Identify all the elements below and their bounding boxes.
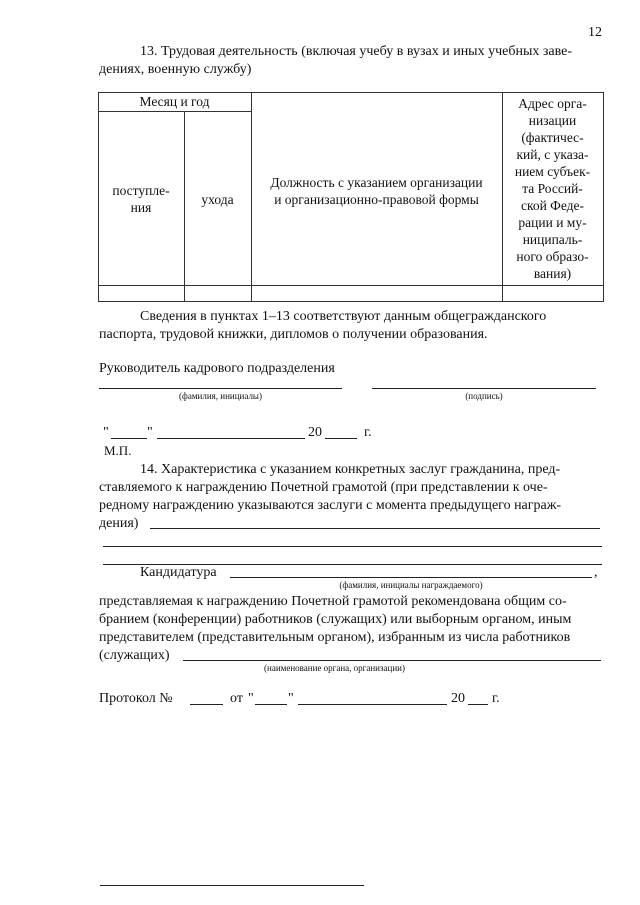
protocol-day-line <box>255 704 287 705</box>
protocol-year-prefix: 20 <box>451 691 465 706</box>
date-year-line <box>325 438 357 439</box>
header-address-line11: вания) <box>533 266 572 281</box>
header-address-line10: ного образо- <box>516 249 589 264</box>
date-day-line <box>111 438 147 439</box>
employment-table <box>98 92 604 302</box>
header-address <box>502 95 603 282</box>
candidacy-name-line <box>230 577 592 578</box>
section13-heading-line1: 13. Трудовая деятельность (включая учебу в вузах и иных учебных заве- <box>140 44 573 59</box>
header-address-line7: ской Феде- <box>520 198 585 213</box>
candidacy-line1: представляемая к награждению Почетной грамотой рекомендована общим со- <box>99 594 567 609</box>
candidacy-line2: бранием (конференции) работников (служащих) или выборным органом, иным <box>99 612 572 627</box>
header-address-line1: Адрес орга- <box>518 96 587 111</box>
stamp-label: М.П. <box>104 443 132 458</box>
protocol-open-quote: " <box>248 691 254 706</box>
protocol-number-line <box>190 704 223 705</box>
header-address-line9: ниципаль- <box>522 232 583 247</box>
header-address-line3: (фактичес- <box>521 130 584 145</box>
candidacy-label: Кандидатура <box>140 565 217 580</box>
date-close-quote: " <box>147 425 153 440</box>
header-address-line4: кий, с указа- <box>516 147 589 162</box>
candidacy-org-line <box>183 660 601 661</box>
hr-head-signature-line <box>372 388 596 389</box>
candidacy-org-caption: (наименование органа, организации) <box>264 663 405 673</box>
date-year-prefix: 20 <box>308 425 322 440</box>
protocol-label: Протокол № <box>99 691 173 706</box>
section14-fill-line1 <box>150 528 600 529</box>
protocol-year-suffix: г. <box>492 691 500 706</box>
header-address-line8: рации и му- <box>518 215 587 230</box>
section14-line2: ставляемого к награждению Почетной грамотой (при представлении к оче- <box>99 480 548 495</box>
header-leaving: ухода <box>201 192 234 207</box>
header-position-line2: и организационно-правовой формы <box>274 192 479 207</box>
hr-head-signature-caption: (подпись) <box>465 391 503 401</box>
protocol-month-line <box>298 704 447 705</box>
protocol-close-quote: " <box>288 691 294 706</box>
table-border-bottom <box>98 301 604 302</box>
table-subheader-line <box>98 111 251 112</box>
section13-heading-line2: дениях, военную службу) <box>99 62 252 77</box>
section14-line3: редному награждению указываются заслуги с момента предыдущего награж- <box>99 498 562 513</box>
hr-head-name-caption: (фамилия, инициалы) <box>179 391 262 401</box>
statement-line1: Сведения в пунктах 1–13 соответствуют данным общегражданского <box>140 309 547 324</box>
footer-rule <box>100 885 364 886</box>
section14-line1: 14. Характеристика с указанием конкретных заслуг гражданина, пред- <box>140 462 561 477</box>
header-month-year: Месяц и год <box>139 94 210 109</box>
statement-line2: паспорта, трудовой книжки, дипломов о получении образования. <box>99 327 488 342</box>
date-month-line <box>157 438 305 439</box>
header-address-line5: нием субъек- <box>514 164 591 179</box>
table-header-bottom-line <box>98 285 604 286</box>
protocol-from: от <box>230 691 243 706</box>
section14-line4: дения) <box>99 516 139 531</box>
header-admission <box>98 182 184 216</box>
date-year-suffix: г. <box>364 425 372 440</box>
candidacy-name-caption: (фамилия, инициалы награждаемого) <box>339 580 483 590</box>
protocol-year-line <box>468 704 488 705</box>
candidacy-line3: представителем (представительным органом), избранным из числа работников <box>99 630 571 645</box>
header-address-line2: низации <box>528 113 577 128</box>
candidacy-comma: , <box>594 565 598 580</box>
candidacy-line4: (служащих) <box>99 648 170 663</box>
hr-head-label: Руководитель кадрового подразделения <box>99 361 335 376</box>
table-border-right <box>603 92 604 302</box>
section14-fill-line2 <box>103 546 602 547</box>
page-number: 12 <box>588 25 602 40</box>
header-admission-line1: поступле- <box>112 183 170 198</box>
date-open-quote: " <box>103 425 109 440</box>
hr-head-name-line <box>99 388 342 389</box>
header-position-line1: Должность с указанием организации <box>270 175 483 190</box>
header-position <box>251 174 502 208</box>
header-admission-line2: ния <box>130 200 152 215</box>
header-address-line6: та Россий- <box>522 181 583 196</box>
